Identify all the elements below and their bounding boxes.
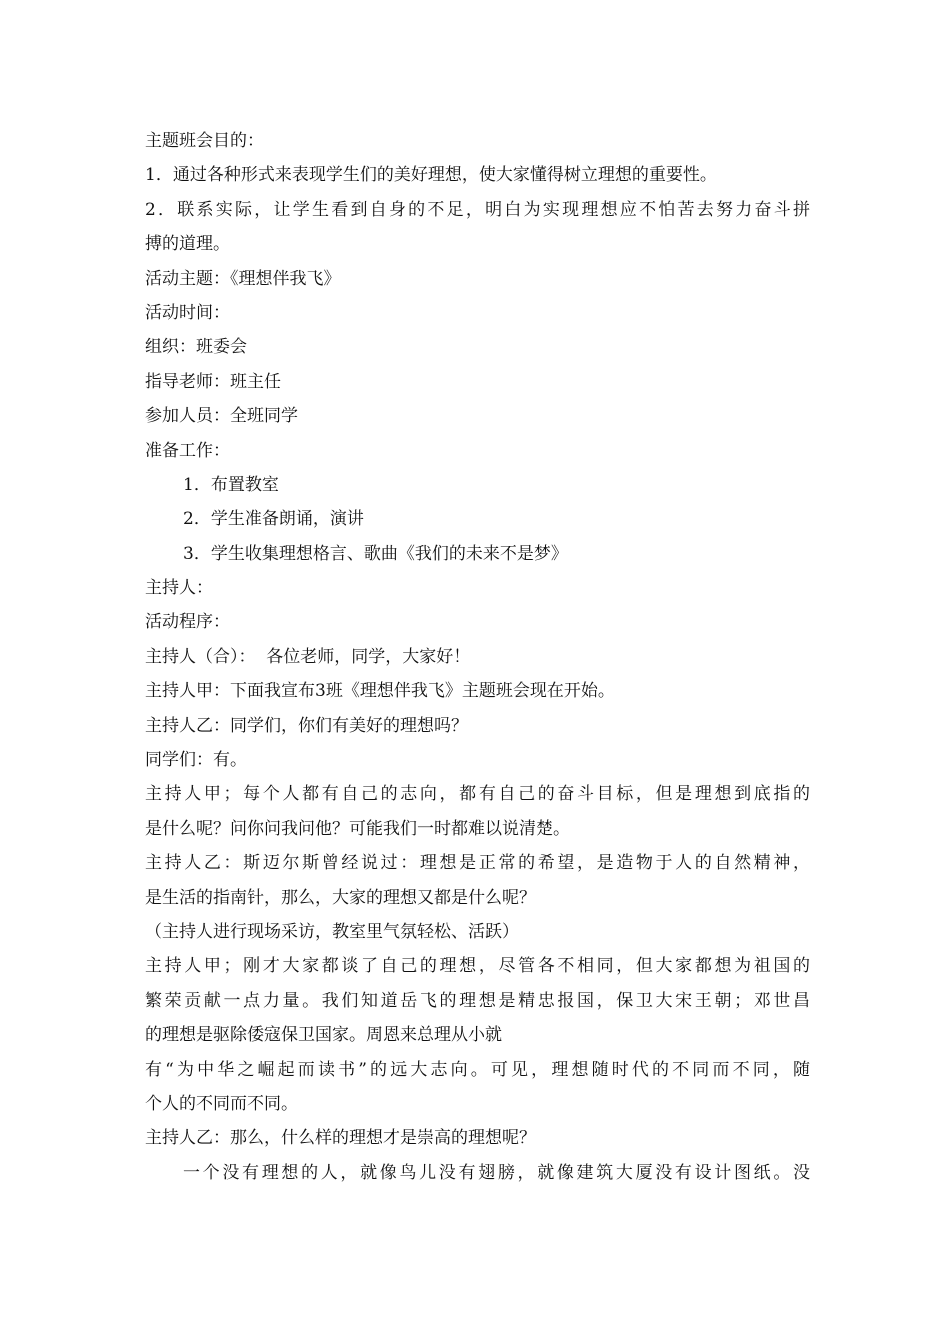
- section-heading-purpose: 主题班会目的：: [145, 131, 264, 151]
- dialogue-line: 主持人乙：那么，什么样的理想才是崇高的理想呢？: [145, 1128, 536, 1149]
- preparation-item-2: 2．学生准备朗诵，演讲: [183, 509, 364, 530]
- dialogue-line: 有“为中华之崛起而读书”的远大志向。可见，理想随时代的不同而不同，随: [145, 1059, 810, 1080]
- dialogue-line: 同学们：有。: [145, 750, 247, 771]
- participants: 参加人员：全班同学: [145, 406, 298, 427]
- purpose-item-1: 1．通过各种形式来表现学生们的美好理想，使大家懂得树立理想的重要性。: [145, 165, 717, 186]
- dialogue-line: 是什么呢？问你问我问他？可能我们一时都难以说清楚。: [145, 818, 570, 839]
- dialogue-line: 主持人甲：下面我宣布3班《理想伴我飞》主题班会现在开始。: [145, 681, 615, 702]
- stage-direction: （主持人进行现场采访，教室里气氛轻松、活跃）: [145, 921, 519, 942]
- host-label: 主持人：: [145, 578, 213, 599]
- dialogue-line: 主持人乙：斯迈尔斯曾经说过：理想是正常的希望，是造物于人的自然精神，: [145, 853, 810, 874]
- dialogue-line: 个人的不同而不同。: [145, 1093, 298, 1114]
- preparation-item-1: 1．布置教室: [183, 474, 279, 495]
- dialogue-line: 主持人（合）： 各位老师，同学，大家好！: [145, 646, 471, 667]
- preparation-item-3: 3．学生收集理想格言、歌曲《我们的未来不是梦》: [183, 543, 568, 564]
- activity-time: 活动时间：: [145, 302, 230, 323]
- dialogue-line: 是生活的指南针，那么，大家的理想又都是什么呢？: [145, 887, 536, 908]
- procedure-heading: 活动程序：: [145, 612, 230, 633]
- dialogue-line: 主持人乙：同学们，你们有美好的理想吗？: [145, 715, 468, 736]
- preparation-heading: 准备工作：: [145, 440, 230, 461]
- organizer: 组织：班委会: [145, 337, 247, 358]
- purpose-item-2-continued: 搏的道理。: [145, 234, 230, 255]
- dialogue-line: 主持人甲；刚才大家都谈了自己的理想，尽管各不相同，但大家都想为祖国的: [145, 956, 810, 977]
- activity-theme: 活动主题：《理想伴我飞》: [145, 268, 341, 289]
- advisor: 指导老师：班主任: [145, 371, 281, 392]
- document-body: [145, 124, 810, 1190]
- dialogue-line: 繁荣贡献一点力量。我们知道岳飞的理想是精忠报国，保卫大宋王朝；邓世昌: [145, 990, 810, 1011]
- purpose-item-2: 2．联系实际，让学生看到自身的不足，明白为实现理想应不怕苦去努力奋斗拼: [145, 199, 810, 220]
- paragraph-line: 一个没有理想的人，就像鸟儿没有翅膀，就像建筑大厦没有设计图纸。没: [183, 1162, 810, 1183]
- dialogue-line: 主持人甲；每个人都有自己的志向，都有自己的奋斗目标，但是理想到底指的: [145, 784, 810, 805]
- dialogue-line: 的理想是驱除倭寇保卫国家。周恩来总理从小就: [145, 1025, 502, 1046]
